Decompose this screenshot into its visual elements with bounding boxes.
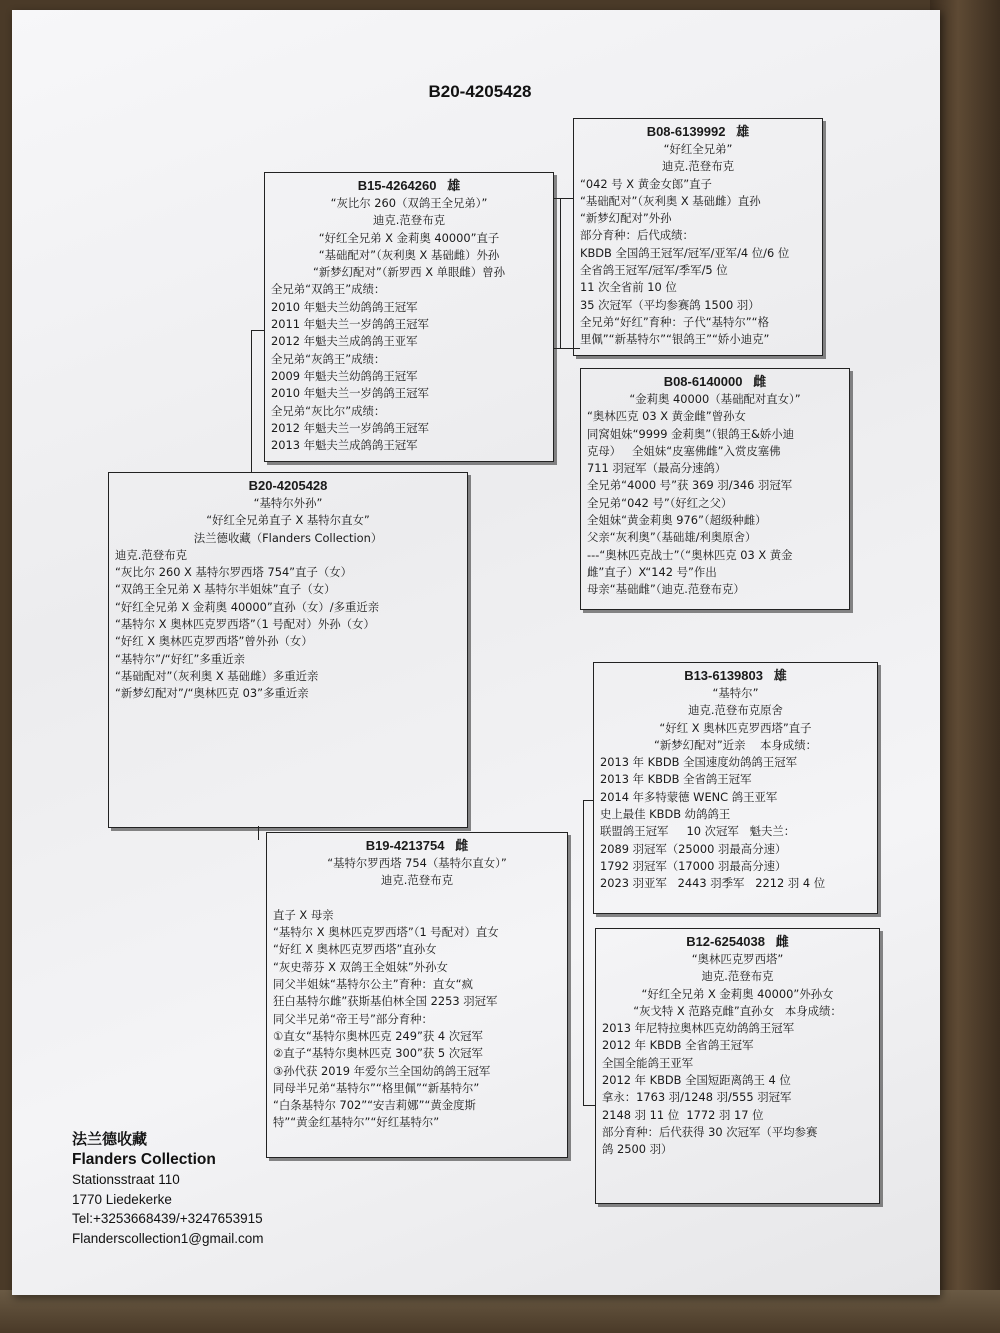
detail-line: 史上最佳 KBDB 幼鸽鸽王 <box>600 807 731 822</box>
detail-line: 拿永：1763 羽/1248 羽/555 羽冠军 <box>602 1090 792 1105</box>
address-city: 1770 Liedekerke <box>72 1191 172 1207</box>
detail-line: 父亲“灰利奥”（基础雄/利奥原舍） <box>587 530 757 545</box>
wood-table-bottom <box>0 1290 1000 1333</box>
detail-line: 同窝姐妹“9999 金莉奥”（银鸽王&娇小迪 <box>587 426 795 441</box>
detail-line: 711 羽冠军（最高分速鸽） <box>587 461 727 476</box>
detail-line: 法兰德收藏（Flanders Collection） <box>193 530 383 545</box>
detail-line: 迪克.范登布克 <box>662 159 734 174</box>
detail-line: 全兄弟“双鸽王”成绩： <box>271 282 386 297</box>
detail-line: “灰比尔 260（双鸽王全兄弟）” <box>330 196 488 210</box>
detail-line: 2013 年 KBDB 全省鸽王冠军 <box>600 772 752 787</box>
email-address: Flanderscollection1@gmail.com <box>72 1230 264 1246</box>
detail-line: “好红全兄弟” <box>663 142 733 156</box>
sire-box <box>264 172 554 462</box>
detail-line: 特”“黄金红基特尔”“好红基特尔” <box>273 1115 440 1130</box>
subject-box <box>108 472 468 828</box>
detail-line: 部分育种：后代成绩： <box>580 228 694 243</box>
detail-line: 35 次冠军（平均参赛鸽 1500 羽） <box>580 297 760 312</box>
detail-line: “好红全兄弟 X 金莉奥 40000”直孙（女）/多重近亲 <box>115 599 380 614</box>
detail-line: 全兄弟“灰鸽王”成绩： <box>271 351 386 366</box>
detail-line: 1792 羽冠军（17000 羽最高分速） <box>600 858 787 873</box>
detail-line: ---“奥林匹克战士”（“奥林匹克 03 X 黄金 <box>587 547 793 562</box>
detail-line: KBDB 全国鸽王冠军/冠军/亚军/4 位/6 位 <box>580 245 790 260</box>
connector-sire-subject <box>251 330 252 472</box>
detail-line: “基特尔罗西塔 754（基特尔直女）” <box>327 856 507 870</box>
detail-line: 2010 年魁夫兰幼鸽鸽王冠军 <box>271 299 418 314</box>
detail-line: 母亲“基础雌”（迪克.范登布克） <box>587 582 745 597</box>
detail-line: 里佩”“新基特尔”“银鸽王”“娇小迪克” <box>580 332 770 347</box>
detail-line: “新梦幻配对”近亲 本身成绩： <box>654 737 817 752</box>
detail-line: “好红 X 奥林匹克罗西塔”直子 <box>659 720 812 735</box>
subject-ring-number: B20-4205428 <box>248 478 328 493</box>
detail-line: 全兄弟“好红”育种：子代“基特尔”“格 <box>580 314 769 329</box>
wood-table-right <box>930 0 1000 1333</box>
detail-line: 2012 年魁夫兰一岁鸽鸽王冠军 <box>271 420 429 435</box>
dam-box <box>266 832 568 1158</box>
detail-line: 2013 年 KBDB 全国速度幼鸽鸽王冠军 <box>600 755 798 770</box>
sire-dam-details <box>587 391 843 599</box>
detail-line: 2012 年魁夫兰成鸽鸽王亚军 <box>271 334 418 349</box>
company-name-cn: 法兰德收藏 <box>72 1130 148 1148</box>
detail-line: “基特尔”/“好红”多重近亲 <box>115 651 245 666</box>
detail-line: 同父半姐妹“基特尔公主”育种：直女“疯 <box>273 977 473 992</box>
detail-line: 克母） 全姐妹“皮塞佛雌”入赏皮塞佛 <box>587 443 781 458</box>
detail-line: “基特尔 X 奥林匹克罗西塔”（1 号配对）外孙（女） <box>115 617 375 632</box>
detail-line: 2011 年魁夫兰一岁鸽鸽王冠军 <box>271 317 429 332</box>
connector-sire-ss <box>560 198 561 348</box>
detail-line: 部分育种：后代获得 30 次冠军（平均参赛 <box>602 1124 818 1139</box>
connector-dam-ds-dd <box>583 800 584 1105</box>
detail-line: “灰史蒂芬 X 双鸽王全姐妹”外孙女 <box>273 959 448 974</box>
detail-line: “好红全兄弟 X 金莉奥 40000”外孙女 <box>641 986 834 1001</box>
sire-details <box>271 195 547 454</box>
detail-line: 雌”直子）X“142 号”作出 <box>587 564 717 579</box>
address-street: Stationsstraat 110 <box>72 1172 180 1187</box>
detail-line: 鸽 2500 羽） <box>602 1142 673 1157</box>
detail-line: 全兄弟“灰比尔”成绩： <box>271 403 386 418</box>
detail-line <box>273 890 561 907</box>
detail-line: 全兄弟“042 号”（好红之父） <box>587 495 733 510</box>
detail-line: 2013 年尼特拉奥林匹克幼鸽鸽王冠军 <box>602 1021 795 1036</box>
dam-sire-box <box>593 662 878 914</box>
detail-line: 2012 年 KBDB 全国短距离鸽王 4 位 <box>602 1073 791 1088</box>
detail-line: 2014 年多特蒙德 WENC 鸽王亚军 <box>600 789 778 804</box>
detail-line: “基础配对”（灰利奥 X 基础雌）多重近亲 <box>115 668 319 683</box>
detail-line: 迪克.范登布克 <box>381 873 453 888</box>
dam-sire-details <box>600 685 871 893</box>
sire-sire-details <box>580 141 816 349</box>
detail-line: 同母半兄弟“基特尔”“格里佩”“新基特尔” <box>273 1080 480 1095</box>
detail-line: 全省鸽王冠军/冠军/季军/5 位 <box>580 263 728 278</box>
detail-line: “奥林匹克罗西塔” <box>691 952 784 966</box>
detail-line: “双鸽王全兄弟 X 基特尔半姐妹”直子（女） <box>115 582 336 597</box>
detail-line: “新梦幻配对”（新罗西 X 单眼雌）曾孙 <box>312 265 505 280</box>
detail-line: 直子 X 母亲 <box>273 907 334 922</box>
detail-line: “好红 X 奥林匹克罗西塔”曾外孙（女） <box>115 634 313 649</box>
document-title: B20-4205428 <box>428 82 532 101</box>
dam-ring-number: B19-4213754 雌 <box>365 838 469 853</box>
detail-line: “新梦幻配对”外孙 <box>580 211 672 226</box>
detail-line: 联盟鸽王冠军 10 次冠军 魁夫兰： <box>600 824 796 839</box>
detail-line: 迪克.范登布克原舍 <box>688 703 783 718</box>
detail-line: “灰比尔 260 X 基特尔罗西塔 754”直子（女） <box>115 565 353 580</box>
detail-line: “基特尔 X 奥林匹克罗西塔”（1 号配对）直女 <box>273 925 499 940</box>
detail-line: 全国全能鸽王亚军 <box>602 1055 694 1070</box>
connector-dam-dd-h <box>583 1105 595 1106</box>
connector-sire-subject-h <box>251 330 264 331</box>
detail-line: “好红全兄弟 X 金莉奥 40000”直子 <box>318 230 500 245</box>
detail-line: 迪克.范登布克 <box>115 547 187 562</box>
sire-sire-box <box>573 118 823 356</box>
detail-line: 2010 年魁夫兰一岁鸽鸽王冠军 <box>271 386 429 401</box>
dam-details <box>273 855 561 1132</box>
detail-line: “新梦幻配对”/“奥林匹克 03”多重近亲 <box>115 686 309 701</box>
dam-dam-details <box>602 951 873 1159</box>
detail-line: “基础配对”（灰利奥 X 基础雌）外孙 <box>318 247 500 262</box>
detail-line: ①直女“基特尔奥林匹克 249”获 4 次冠军 <box>273 1028 483 1043</box>
detail-line: ③孙代获 2019 年爱尔兰全国幼鸽鸽王冠军 <box>273 1063 491 1078</box>
connector-subject-dam <box>258 826 259 840</box>
detail-line: 2012 年 KBDB 全省鸽王冠军 <box>602 1038 754 1053</box>
detail-line: 2089 羽冠军（25000 羽最高分速） <box>600 841 787 856</box>
detail-line: 全姐妹“黄金莉奥 976”（超级种雌） <box>587 513 767 528</box>
sire-sire-ring-number: B08-6139992 雄 <box>646 124 750 139</box>
detail-line: 2013 年魁夫兰成鸽鸽王冠军 <box>271 438 418 453</box>
detail-line: 2009 年魁夫兰幼鸽鸽王冠军 <box>271 368 418 383</box>
detail-line: 迪克.范登布克 <box>701 969 774 984</box>
connector-sire-ss-h <box>553 198 573 199</box>
contact-block <box>72 1128 264 1248</box>
detail-line: “042 号 X 黄金女郎”直子 <box>580 176 712 191</box>
dam-dam-box <box>595 928 880 1204</box>
detail-line: 2148 羽 11 位 1772 羽 17 位 <box>602 1107 764 1122</box>
sire-dam-box <box>580 368 850 610</box>
subject-details <box>115 495 461 703</box>
sire-dam-ring-number: B08-6140000 雌 <box>663 374 767 389</box>
detail-line: “基特尔外孙” <box>253 496 323 510</box>
detail-line: “金莉奥 40000（基础配对直女）” <box>629 392 801 406</box>
detail-line: “基础配对”（灰利奥 X 基础雌）直孙 <box>580 193 761 208</box>
company-name-en: Flanders Collection <box>72 1151 216 1168</box>
detail-line: 迪克.范登布克 <box>373 213 445 228</box>
detail-line: 11 次全省前 10 位 <box>580 280 677 295</box>
dam-sire-ring-number: B13-6139803 雄 <box>684 668 787 683</box>
detail-line: “好红全兄弟直子 X 基特尔直女” <box>206 513 370 528</box>
detail-line: 2023 羽亚军 2443 羽季军 2212 羽 4 位 <box>600 876 826 891</box>
dam-dam-ring-number: B12-6254038 雌 <box>686 934 789 949</box>
detail-line: “基特尔” <box>712 686 759 700</box>
phone-number: Tel:+3253668439/+3247653915 <box>72 1211 263 1226</box>
detail-line: “白条基特尔 702”“安吉莉娜”“黄金度斯 <box>273 1098 476 1113</box>
detail-line: “灰戈特 X 范路克雌”直孙女 本身成绩： <box>633 1003 842 1018</box>
detail-line: 同父半兄弟“帝王号”部分育种： <box>273 1011 433 1026</box>
sire-ring-number: B15-4264260 雄 <box>357 178 461 193</box>
detail-line: ②直子“基特尔奥林匹克 300”获 5 次冠军 <box>273 1046 483 1061</box>
detail-line: “奥林匹克 03 X 黄金雌”曾孙女 <box>587 409 746 424</box>
detail-line: 狂白基特尔雌”获斯基伯林全国 2253 羽冠军 <box>273 994 498 1009</box>
detail-line: “好红 X 奥林匹克罗西塔”直孙女 <box>273 942 437 957</box>
connector-dam-ds-h <box>583 800 593 801</box>
detail-line: 全兄弟“4000 号”获 369 羽/346 羽冠军 <box>587 478 793 493</box>
